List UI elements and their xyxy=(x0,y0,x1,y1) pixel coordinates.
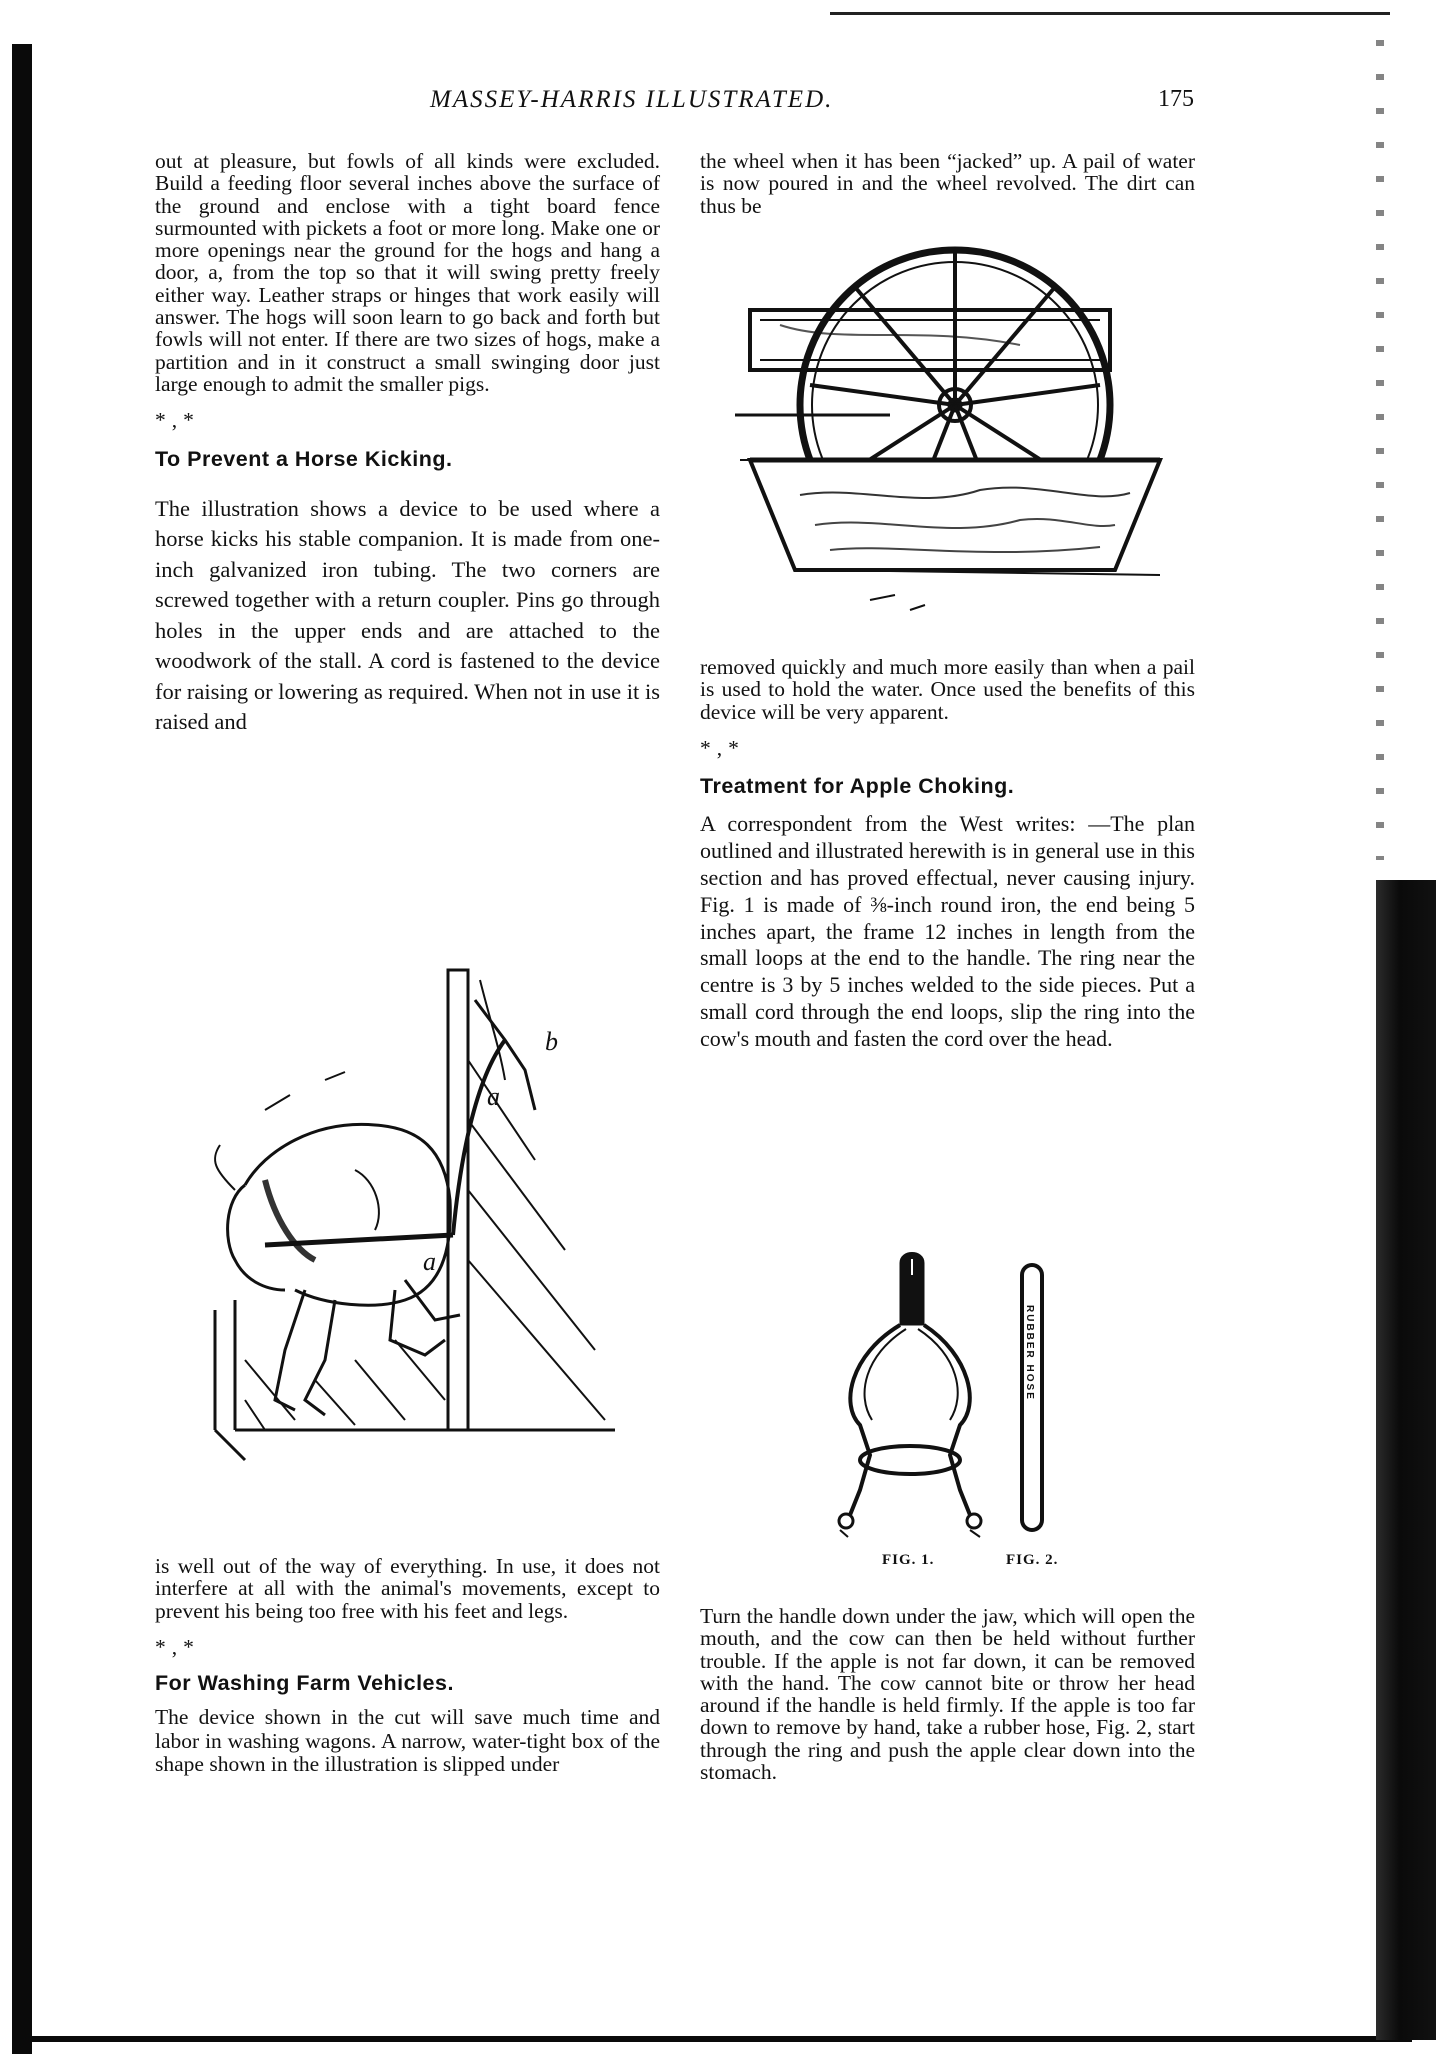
wheel-washing-illustration xyxy=(720,225,1190,635)
left-column-top xyxy=(155,150,660,738)
label-a-lower: a xyxy=(423,1247,436,1276)
section-separator: *,* xyxy=(155,1634,200,1659)
page-number: 175 xyxy=(1158,86,1194,112)
section-separator: *,* xyxy=(155,408,200,433)
apple-heading: Treatment for Apple Choking. xyxy=(700,774,1015,799)
washing-heading: For Washing Farm Vehicles. xyxy=(155,1671,454,1696)
horse-continued-paragraph: is well out of the way of everything. In use, it does not interfere at all with the animal's movements, except to prevent his being too free with his feet and legs. xyxy=(155,1554,660,1623)
label-b: b xyxy=(545,1027,558,1056)
washing-continued-paragraph: the wheel when it has been “jacked” up. A pail of water is now poured in and the wheel revolved. The dirt can thus be xyxy=(700,149,1195,218)
fig2-caption: FIG. 2. xyxy=(1006,1552,1059,1568)
right-column-top xyxy=(700,150,1195,217)
scan-margin-marks xyxy=(1376,40,1384,860)
page-header xyxy=(150,86,1250,120)
right-column-middle xyxy=(700,656,1195,1053)
horse-paragraph: The illustration shows a device to be used where a horse kicks his stable companion. It is made from one-inch galvanized iron tubing. The two corners are screwed together with a return coupler. Pins go through holes in the upper ends and are attached to the woodwork of the stall. A cord is fastened to the device for raising or lowering as required. When not in use it is raised and xyxy=(155,495,660,735)
scan-border-right xyxy=(1376,880,1436,2040)
washing-end-paragraph: removed quickly and much more easily than when a pail is used to hold the water. Once used the benefits of this device will be very apparent. xyxy=(700,655,1195,724)
intro-paragraph: out at pleasure, but fowls of all kinds were excluded. Build a feeding floor several inches above the surface of the ground and enclose with a tight board fence surmounted with pickets a foot or more long. Make one or more openings near the ground for the hogs and hang a door, a, from the top so that it will swing pretty freely either way. Leather straps or hinges that work easily will answer. The hogs will soon learn to go back and forth but fowls will not enter. If there are two sizes of hogs, make a partition and in it construct a small swinging door just large enough to admit the smaller pigs. xyxy=(155,149,660,396)
right-column-bottom xyxy=(700,1605,1195,1783)
running-title: MASSEY-HARRIS ILLUSTRATED. xyxy=(430,86,834,113)
rubber-hose-label: RUBBER HOSE xyxy=(1024,1305,1035,1401)
apple-continued-paragraph: Turn the handle down under the jaw, which will open the mouth, and the cow can then be held without further trouble. If the apple is not far down, it can be removed with the hand. The cow cannot bite or throw her head around if the handle is held firmly. If the apple is too far down to remove by hand, take a rubber hose, Fig. 2, start through the ring and push the apple clear down into the stomach. xyxy=(700,1604,1195,1785)
washing-paragraph: The device shown in the cut will save much time and labor in washing wagons. A narrow, water-tight box of the shape shown in the illustration is slipped under xyxy=(155,1705,660,1777)
scan-border-bottom xyxy=(12,2036,1412,2042)
fig1-caption: FIG. 1. xyxy=(882,1552,935,1568)
horse-kicking-illustration xyxy=(205,960,645,1460)
section-separator: *,* xyxy=(700,735,745,760)
scan-border-left xyxy=(12,44,32,2054)
apple-choking-illustration xyxy=(820,1245,1120,1545)
label-a-upper: a xyxy=(487,1082,500,1111)
left-column-bottom xyxy=(155,1555,660,1777)
scan-border-top xyxy=(830,12,1390,15)
horse-heading: To Prevent a Horse Kicking. xyxy=(155,446,453,471)
apple-paragraph: A correspondent from the West writes: —The plan outlined and illustrated herewith is in general use in this section and has proved effectual, never causing injury. Fig. 1 is made of ⅜-inch round iron, the end being 5 inches apart, the frame 12 inches in length from the small loops at the end to the handle. The ring near the centre is 3 by 5 inches welded to the side pieces. Put a small cord through the end loops, slip the ring into the cow's mouth and fasten the cord over the head. xyxy=(700,811,1195,1051)
